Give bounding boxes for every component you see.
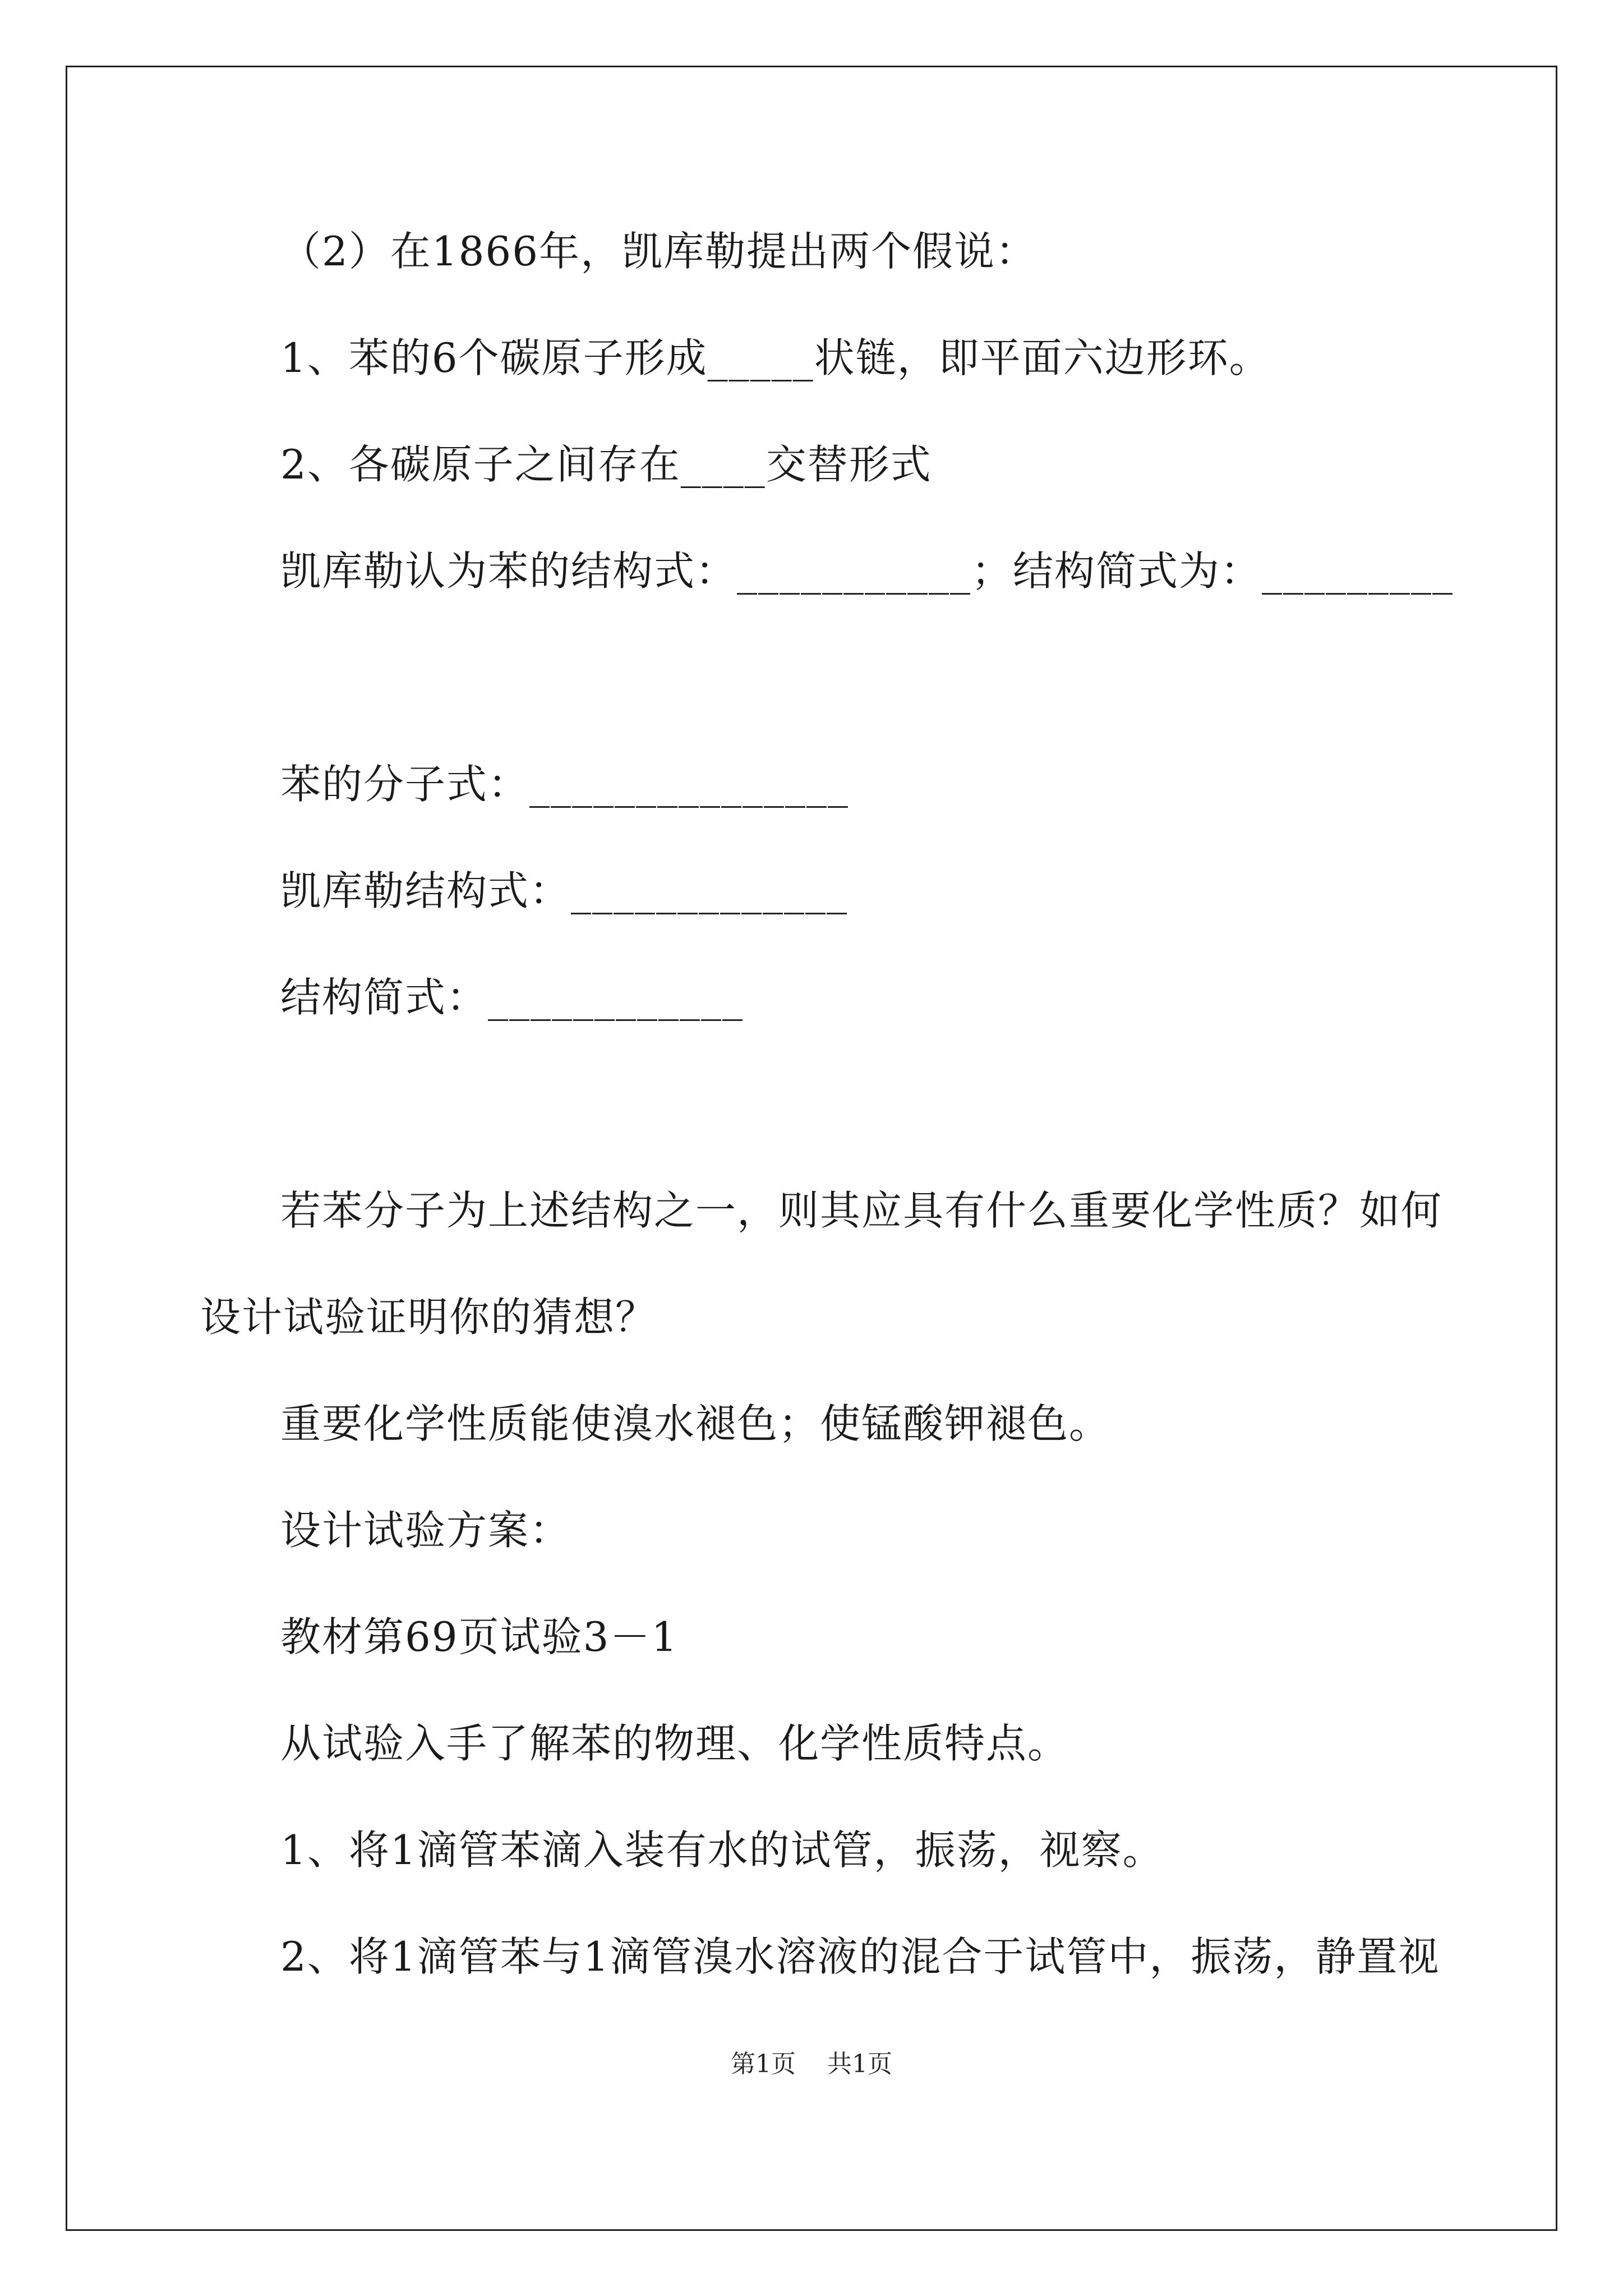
text-line-experiment-design: 设计试验方案： xyxy=(280,1507,571,1554)
text-line-step-2: 2、将1滴管苯与1滴管溴水溶液的混合于试管中，振荡，静置视 xyxy=(280,1933,1440,1980)
text-line-simplified-formula: 结构简式：____________ xyxy=(280,974,744,1021)
text-line-kekule-formula: 凯库勒结构式：_____________ xyxy=(280,867,849,914)
page-number: 第1页 xyxy=(731,2050,796,2078)
text-line-hypothesis-intro: （2）在1866年，凯库勒提出两个假说： xyxy=(280,228,1038,275)
text-line-question: 若苯分子为上述结构之一，则其应具有什么重要化学性质？如何 xyxy=(280,1187,1443,1234)
text-line-molecular-formula: 苯的分子式：_______________ xyxy=(280,761,850,808)
text-line-question-cont: 设计试验证明你的猜想？ xyxy=(200,1294,657,1341)
page-footer xyxy=(0,2047,1623,2081)
text-line-hypothesis-2: 2、各碳原子之间存在____交替形式 xyxy=(280,441,932,488)
text-line-chemical-properties: 重要化学性质能使溴水褪色；使锰酸钾褪色。 xyxy=(280,1400,1111,1447)
text-line-step-1: 1、将1滴管苯滴入装有水的试管，振荡，视察。 xyxy=(280,1826,1164,1874)
text-line-experiment-intro: 从试验入手了解苯的物理、化学性质特点。 xyxy=(280,1720,1069,1767)
text-line-kekule-structure: 凯库勒认为苯的结构式：___________；结构简式为：_________ xyxy=(280,547,1454,595)
text-line-hypothesis-1: 1、苯的6个碳原子形成_____状链，即平面六边形环。 xyxy=(280,334,1271,381)
text-line-textbook-ref: 教材第69页试验3－1 xyxy=(280,1613,679,1660)
page-border xyxy=(66,66,1557,2231)
page-total: 共1页 xyxy=(827,2050,892,2078)
